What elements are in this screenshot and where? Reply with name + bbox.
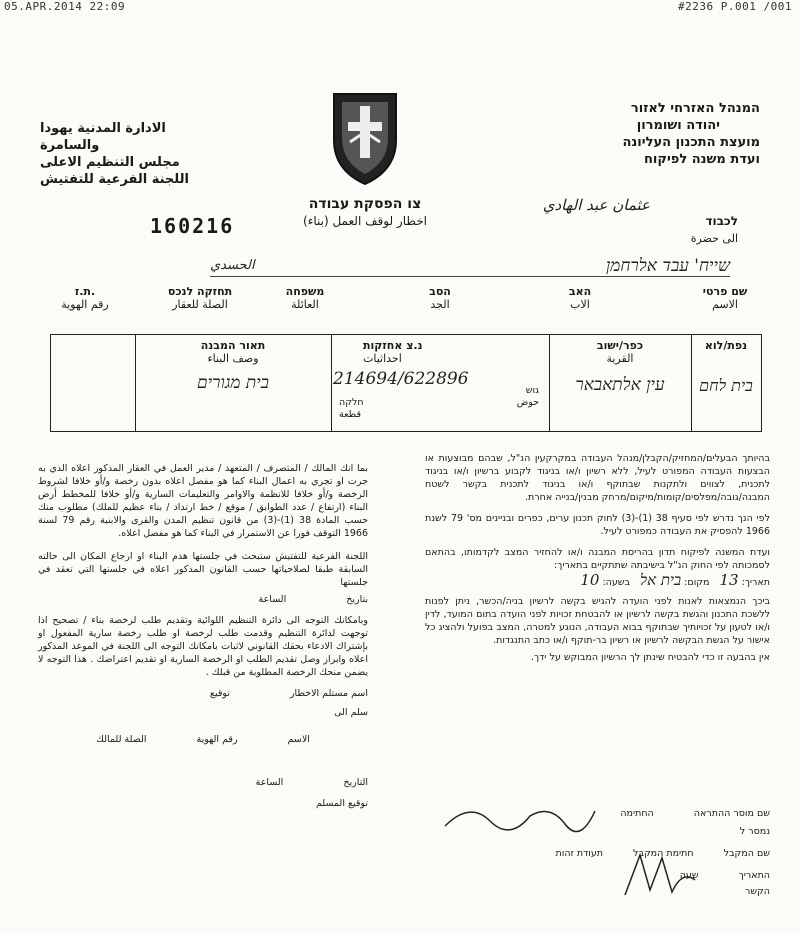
inspector-signature-icon <box>440 796 600 836</box>
arabic-body <box>38 462 368 810</box>
meeting-place: בית אל <box>640 571 682 589</box>
table-col-coordinates: נ.צ אחזקות احداثيات 214694/622896 גוש حوض חלקה قطعة <box>333 339 547 389</box>
field-first-name: שם פרטי الاسم <box>702 285 748 311</box>
coordinates-value: 214694/622896 <box>333 369 469 389</box>
addressee-label-hebrew: לכבוד <box>705 214 738 228</box>
hebrew-para-1: בהיותך הבעלים/המחזיק/הקבלן/מנהל העבודה במקרקעין הנ"ל, שבהם מבוצעות או הבצעות העבודה המפורט לעיל, ללא רשיון ו/או בניגוד לקבוע ברשיון ו/או בניגוד לתכנית, לצווים ולתקנות שבתוקף ו/או בניגוד לתכנית בקשר לשטח המבנה/גובה/מפלסים/קומות/מיקום/מרחק מבנין/בנייה אחרת. <box>425 453 770 503</box>
coordinates-sub-labels: גוש حوض <box>516 385 539 408</box>
shield-emblem-icon <box>330 88 400 188</box>
field-property-relation: תחזקה לנכס الصلة للعقار <box>167 285 233 311</box>
hebrew-header <box>510 100 760 168</box>
arabic-header-line: اللجنة الفرعية للتفتيش <box>40 172 189 187</box>
relation-line: הקשר <box>744 886 770 897</box>
hebrew-para-2: לפי הנך נדרש לפי סעיף 38 (1)-(3) לחוק תכנון ערים, כפרים ובניינים מס' 79 לשנת 1966 להפסיק את העבודה כמפורט לעיל. <box>425 513 770 537</box>
field-father: האב الاب <box>568 285 592 311</box>
arabic-header-line: مجلس التنظيم الاعلى <box>40 155 180 170</box>
arabic-para-2: اللجنة الفرعية للتفتيش ستبحث في جلستها هدم البناء او ارجاع المكان الى حالته السابقة طبقا لصلاحياتها حسب القانون المذكور اعلاه في جلستها التي تعقد في جلستها <box>38 551 368 588</box>
hebrew-para-4: ביכך הנמצאות לאנות לפני הועדה להגיש בקשה לרשיון בניה/הכשר, ניתן לפנות ללשכת התכנון והגשת בקשה לרשיון או להבטחת זכויות לפני הועדה בתום המועד, לדין ו/או לטעון על זכויותיך שבתוקף בבוא העבודה, הנוגע למטרה, המצב בפועל ולהציג כל אישור על הגשת הבקשה לרשיון או רשיון בר-תוקף ו/או כתב התנגדות. <box>425 596 770 646</box>
arabic-meeting-details: بتاريخ الساعة <box>258 594 368 605</box>
meeting-time: 10 <box>580 571 600 589</box>
district-value: בית לחם <box>699 376 753 395</box>
addressee-label-arabic: الى حضرة <box>690 232 738 245</box>
identity-field-labels <box>30 285 770 325</box>
hebrew-header-line: ועדת משנה לפיקוח <box>644 152 760 167</box>
arabic-header <box>40 120 280 188</box>
hebrew-para-5: אין בהבעה זו כדי להבטיח שינתן לך הרשיון המבוקש על ידך. <box>531 652 770 663</box>
arabic-footer-labels: الاسم رقم الهوية الصلة للمالك <box>96 734 310 745</box>
fax-page-number: #2236 P.001 /001 <box>678 0 792 13</box>
owner-handwritten-arabic: الحسدي <box>210 258 255 273</box>
title-hebrew: צו הפסקת עבודה <box>308 196 422 212</box>
inspector-line: שם מוסר ההתראה החתימה <box>620 808 770 819</box>
table-col-district: נפת/לוא בית לחם <box>693 339 759 396</box>
coordinates-sub-labels-2: חלקה قطعة <box>339 397 364 420</box>
hebrew-body <box>425 452 770 664</box>
field-grandfather: הסב الجد <box>429 285 451 311</box>
addressee-name: عثمان عبد الهادي <box>542 196 650 214</box>
arabic-receipt-signature: توقيع المسلم <box>315 798 368 809</box>
hebrew-header-line: מועצת התכנון העליונה <box>622 135 760 150</box>
delivered-to-line: נמסר ל <box>739 826 770 837</box>
field-family: משפחה العائلة <box>285 285 325 311</box>
arabic-date-time: التاريخ الساعة <box>255 777 368 788</box>
order-number: 160216 <box>150 214 235 238</box>
meeting-date: 13 <box>719 571 739 589</box>
arabic-para-3: وبامكانك التوجه الى دائرة التنظيم اللوائية وتقديم طلب لرخصة بناء / تصحيح اذا توجهت لدائرة التنظيم وقدمت طلب لرخصة او طلب رخصة سارية المفعول او بإشتراك الادعاء بحقك القانوني لاثبات بامكانك التوجه الى اللجنة في الموعد المذكور اعلاه وابراز وصل تقديم الطلب او الرخصة السارية او تقديم اعتراضك . هذا التوجه لا يضمن منحك الرخصة المطلوبة من قبلك . <box>38 615 368 678</box>
table-col-description: תאור המבנה وصف البناء בית מגורים <box>137 339 329 393</box>
description-value: בית מגורים <box>197 373 269 393</box>
field-id-number: ת.ז. رقم الهوية <box>61 285 109 311</box>
hebrew-para-3: ועדת המשנה לפיקוח תדון בהריסת המבנה ו/או להחזיר המצב לקדמותו, בהתאם לסמכותה לפי החוק הנ"ל בישיבתה שתתקיים בתאריך: <box>425 547 770 571</box>
hebrew-header-line: יהודה ושומרון <box>636 118 720 133</box>
arabic-tenant-line: سلم الى <box>334 707 368 718</box>
receiver-line: שם המקבל חתימת המקבל תעודת זהות <box>555 848 770 859</box>
arabic-header-line: الادارة المدنية يهودا <box>40 121 166 136</box>
arabic-recipient-line: اسم مستلم الاخطار توقيع <box>209 688 368 699</box>
receiver-signature-icon <box>620 850 700 900</box>
hebrew-header-line: המנהל האזרחי לאזור <box>630 101 760 116</box>
table-col-village: כפר/ישוב القرية עין אלתאבאר <box>551 339 689 395</box>
fax-timestamp: 05.APR.2014 22:09 <box>4 0 126 13</box>
title-arabic: اخطار لوقف العمل (بناء) <box>303 214 427 228</box>
hebrew-meeting-details: תאריך: 13 מקום: בית אל בשעה: 10 <box>580 571 770 589</box>
receiver-date-line: התאריך שעה <box>679 870 770 881</box>
arabic-para-1: بما انك المالك / المتصرف / المتعهد / مدير العمل في العقار المذكور اعلاه الذي به جرت او تجري به اعمال البناء كما هو مفصل اعلاه بدون رخصة و/أو خلافا لشروط الرخصة و/أو خلافا للانظمة والاوامر والتعليمات السارية و/أو خلافا للمخطط أرض البناء (ارتفاع / عدد الطوابق / موقع / خط ارتداد / بناء عظيم للملك) مطلوب منك حسب المادة 38 (1)-(3) من قانون تنظيم المدن والقرى والابنية رقم 79 لسنة 1966 التوقف فورا عن الاستمرار في البناء كما هو مفصل اعلاه. <box>38 463 369 539</box>
arabic-header-line: والسامرة <box>40 138 100 153</box>
property-table <box>50 334 762 432</box>
village-value: עין אלתאבאר <box>575 375 665 395</box>
owner-handwritten: שייח' עבד אלרחמן <box>210 256 730 277</box>
